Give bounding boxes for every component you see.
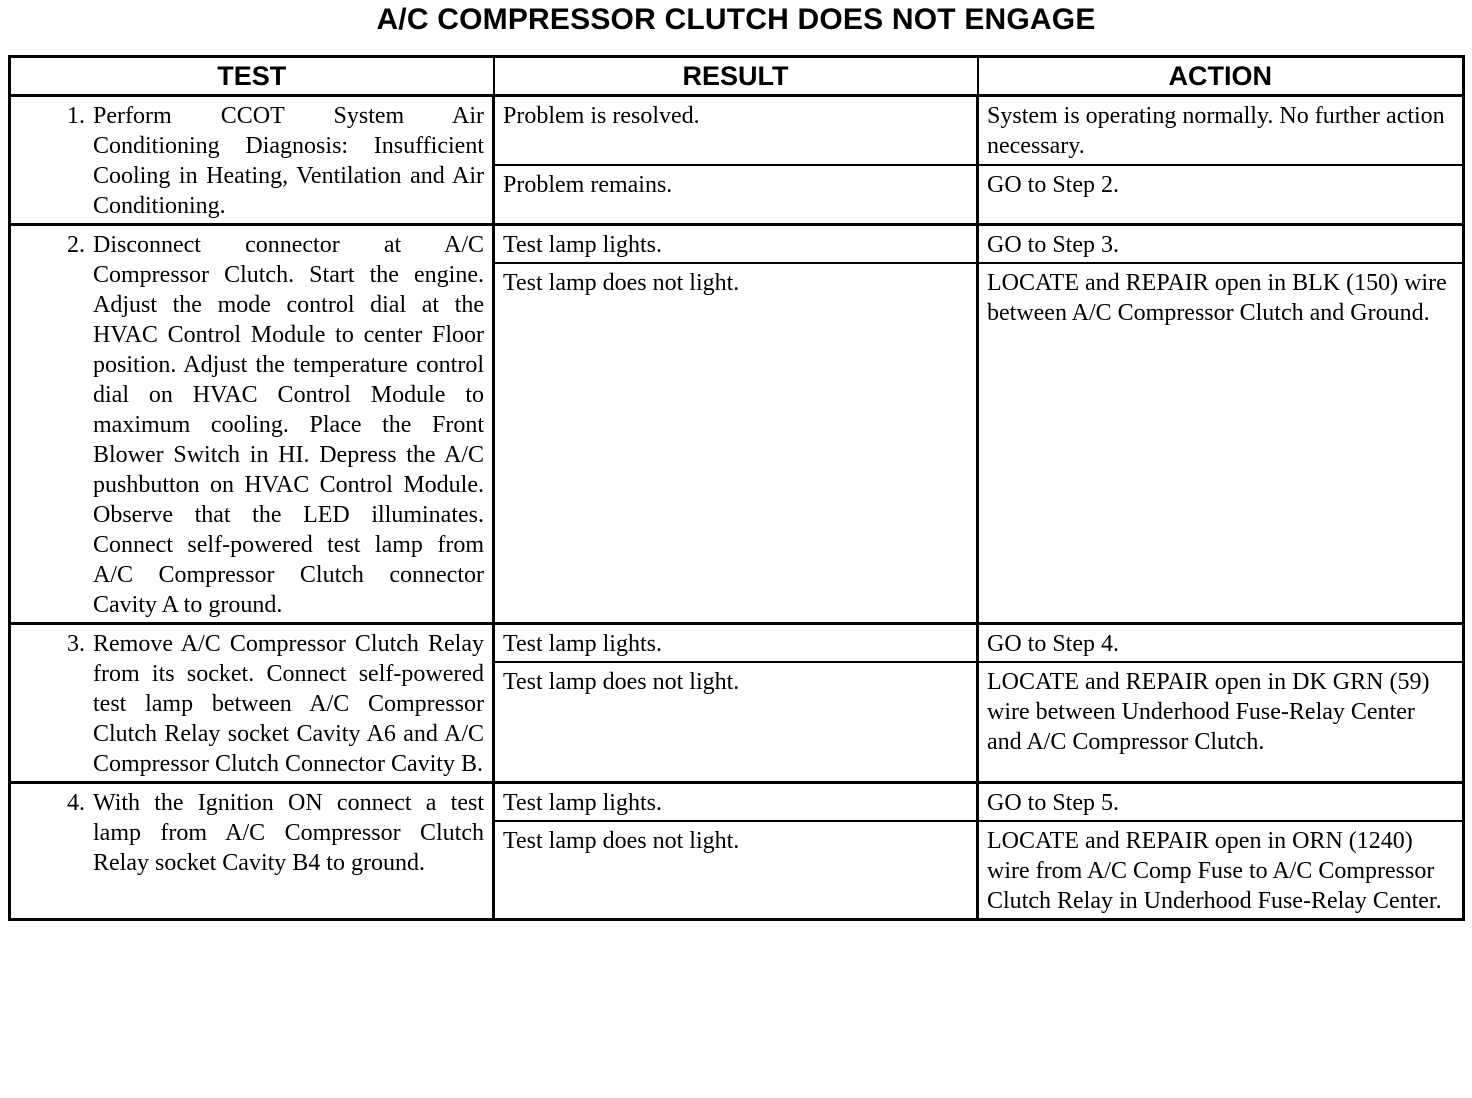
action-cell: GO to Step 4.: [978, 624, 1464, 663]
result-cell: Problem remains.: [494, 165, 978, 224]
result-cell: Test lamp lights.: [494, 624, 978, 663]
result-cell: Test lamp lights.: [494, 783, 978, 822]
action-cell: GO to Step 5.: [978, 783, 1464, 822]
table-row: [10, 225, 1464, 264]
action-cell: LOCATE and REPAIR open in DK GRN (59) wire between Underhood Fuse-Relay Center and A/C Compressor Clutch.: [978, 662, 1464, 783]
step-number: 4.: [67, 790, 85, 816]
header-row: [10, 57, 1464, 96]
test-text: Disconnect connector at A/C Compressor Clutch. Start the engine. Adjust the mode control dial at the HVAC Control Module to center Floor position. Adjust the temperature control dial on HVAC Control Module to maximum cooling. Place the Front Blower Switch in HI. Depress the A/C pushbutton on HVAC Control Module. Observe that the LED illuminates. Connect self-powered test lamp from A/C Compressor Clutch connector Cavity A to ground.: [93, 232, 484, 618]
page-title: A/C COMPRESSOR CLUTCH DOES NOT ENGAGE: [376, 3, 1096, 36]
header-test: TEST: [10, 57, 494, 96]
action-cell: LOCATE and REPAIR open in ORN (1240) wire from A/C Comp Fuse to A/C Compressor Clutch Relay in Underhood Fuse-Relay Center.: [978, 821, 1464, 920]
test-text: Perform CCOT System Air Conditioning Diagnosis: Insufficient Cooling in Heating, Ventilation and Air Conditioning.: [93, 103, 484, 219]
table-row: [10, 783, 1464, 822]
action-cell: LOCATE and REPAIR open in BLK (150) wire between A/C Compressor Clutch and Ground.: [978, 263, 1464, 624]
step-number: 2.: [67, 232, 85, 258]
test-text: With the Ignition ON connect a test lamp from A/C Compressor Clutch Relay socket Cavity B4 to ground.: [93, 790, 484, 876]
test-cell-step-4: [10, 783, 494, 920]
test-cell-step-1: [10, 96, 494, 225]
action-cell: GO to Step 3.: [978, 225, 1464, 264]
result-cell: Test lamp does not light.: [494, 821, 978, 920]
header-action: ACTION: [978, 57, 1464, 96]
result-cell: Test lamp lights.: [494, 225, 978, 264]
step-number: 1.: [67, 103, 85, 129]
test-cell-step-2: [10, 225, 494, 624]
header-result: RESULT: [494, 57, 978, 96]
result-cell: Test lamp does not light.: [494, 263, 978, 624]
diagnostic-table: [8, 55, 1465, 921]
test-cell-step-3: [10, 624, 494, 783]
table-row: [10, 96, 1464, 166]
step-number: 3.: [67, 631, 85, 657]
result-cell: Problem is resolved.: [494, 96, 978, 166]
result-cell: Test lamp does not light.: [494, 662, 978, 783]
action-cell: GO to Step 2.: [978, 165, 1464, 224]
action-cell: System is operating normally. No further action necessary.: [978, 96, 1464, 166]
table-row: [10, 624, 1464, 663]
test-text: Remove A/C Compressor Clutch Relay from its socket. Connect self-powered test lamp between A/C Compressor Clutch Relay socket Cavity A6 and A/C Compressor Clutch Connector Cavity B.: [93, 631, 484, 777]
